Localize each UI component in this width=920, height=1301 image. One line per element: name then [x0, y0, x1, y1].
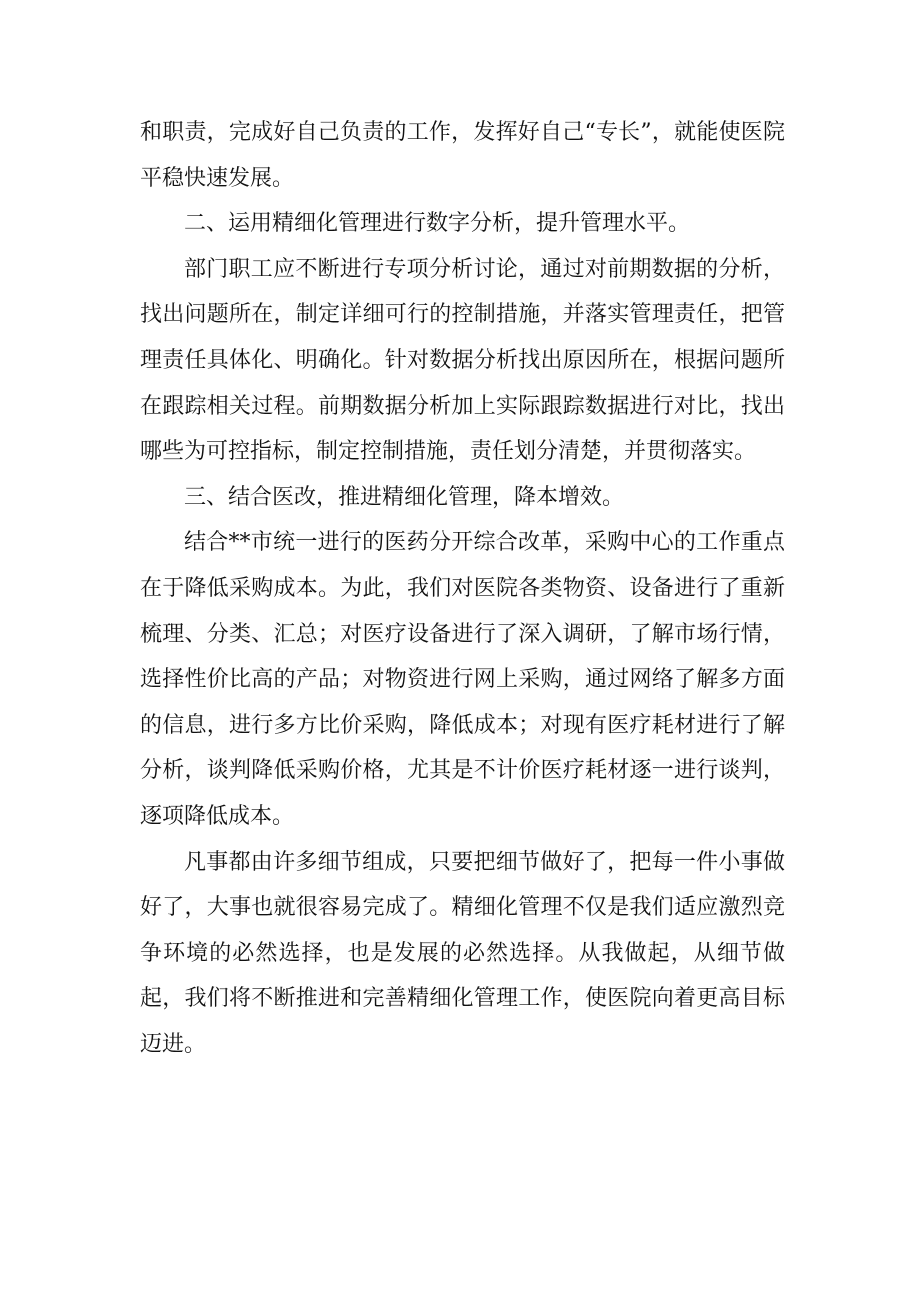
section-heading-3: 三、结合医改，推进精细化管理，降本增效。	[184, 484, 625, 510]
paragraph-data-analysis: 部门职工应不断进行专项分析讨论，通过对前期数据的分析，找出问题所在，制定详细可行的控制措施，并落实管理责任，把管理责任具体化、明确化。针对数据分析找出原因所在，根据问题所在跟踪相关过程。前期数据分析加上实际跟踪数据进行对比，找出哪些为可控指标，制定控制措施，责任划分清楚，并贯彻落实。	[140, 256, 785, 465]
paragraph-continuation: 和职责，完成好自己负责的工作，发挥好自己“专长”，就能使医院平稳快速发展。	[140, 120, 785, 191]
paragraph-procurement: 结合**市统一进行的医药分开综合改革，采购中心的工作重点在于降低采购成本。为此，我们对医院各类物资、设备进行了重新梳理、分类、汇总；对医疗设备进行了深入调研，了解市场行情，选择性价比高的产品；对物资进行网上采购，通过网络了解多方面的信息，进行多方比价采购，降低成本；对现有医疗耗材进行了解分析，谈判降低采购价格，尤其是不计价医疗耗材逐一进行谈判，逐项降低成本。	[140, 530, 785, 829]
document-page	[140, 110, 785, 1067]
paragraph-conclusion: 凡事都由许多细节组成，只要把细节做好了，把每一件小事做好了，大事也就很容易完成了。精细化管理不仅是我们适应激烈竞争环境的必然选择，也是发展的必然选择。从我做起，从细节做起，我们将不断推进和完善精细化管理工作，使医院向着更高目标迈进。	[140, 849, 785, 1057]
section-heading-2: 二、运用精细化管理进行数字分析，提升管理水平。	[184, 211, 691, 237]
